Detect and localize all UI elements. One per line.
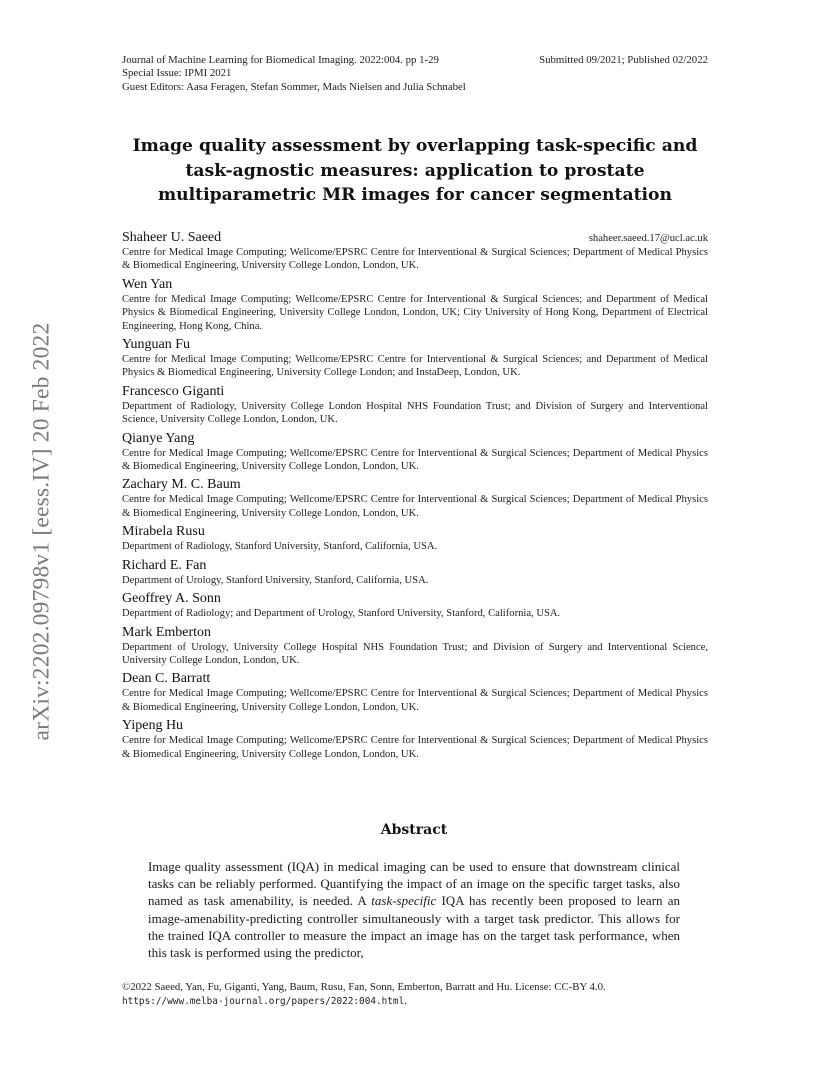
author-affiliation: Centre for Medical Image Computing; Wellcome/EPSRC Centre for Interventional & Surgical Sciences; Department of Medical Physics & Biomedical Engineering, University College London, London, UK. xyxy=(122,494,708,519)
guest-editors: Guest Editors: Aasa Feragen, Stefan Sommer, Mads Nielsen and Julia Schnabel xyxy=(122,80,466,93)
author-block xyxy=(122,717,708,761)
title-line-2: task-agnostic measures: application to prostate xyxy=(185,160,645,181)
author-affiliation: Department of Radiology; and Department of Urology, Stanford University, Stanford, California, USA. xyxy=(122,608,561,620)
author-name: Zachary M. C. Baum xyxy=(122,477,241,493)
author-name: Yipeng Hu xyxy=(122,718,184,734)
author-name: Richard E. Fan xyxy=(122,557,207,573)
author-block xyxy=(122,229,708,273)
url-period: . xyxy=(404,995,407,1007)
abstract-text-part-1: Image quality assessment (IQA) in medical imaging can be used to ensure that downstream clinical tasks can be reliably performed. Quantifying the impact of an image on the specific target tasks, also named as task amenability, is needed. A xyxy=(148,859,680,909)
author-affiliation: Centre for Medical Image Computing; Wellcome/EPSRC Centre for Interventional & Surgical Sciences; Department of Medical Physics & Biomedical Engineering, University College London, London, UK. xyxy=(122,447,708,473)
abstract-text-part-2: IQA has recently been proposed to learn an image-amenability-predicting controller simultaneously with a target task predictor. This allows for the trained IQA controller to measure the impact an image has on the target task performance, when this task is performed using the predictor, xyxy=(148,893,680,961)
author-affiliation: Centre for Medical Image Computing; Wellcome/EPSRC Centre for Interventional & Surgical Sciences; and Department of Medical Physics & Biomedical Engineering, University College London, London, UK; City University of Hong Kong, Department of Electrical Engineering, Hong Kong, China. xyxy=(122,293,708,332)
paper-url-link[interactable]: https://www.melba-journal.org/papers/2022:004.html xyxy=(122,996,405,1007)
arxiv-sidebar xyxy=(22,286,62,776)
author-affiliation: Department of Radiology, University College London Hospital NHS Foundation Trust; and Division of Surgery and Interventional Science, University College London, London, UK. xyxy=(122,400,708,426)
special-issue: Special Issue: IPMI 2021 xyxy=(122,67,232,80)
author-block xyxy=(122,383,708,427)
paper-title xyxy=(100,134,730,208)
author-block xyxy=(122,624,708,668)
author-name: Mirabela Rusu xyxy=(122,524,205,540)
abstract-text xyxy=(148,858,680,961)
arxiv-identifier: arXiv:2202.09798v1 [eess.IV] 20 Feb 2022 xyxy=(28,322,55,740)
abstract-heading: Abstract xyxy=(380,822,448,838)
author-name: Francesco Giganti xyxy=(122,383,225,399)
author-affiliation: Centre for Medical Image Computing; Wellcome/EPSRC Centre for Interventional & Surgical Sciences; and Department of Medical Physics & Biomedical Engineering, University College London; and InstaDeep, London, UK. xyxy=(122,354,708,379)
author-name: Qianye Yang xyxy=(122,430,195,446)
author-block xyxy=(122,590,708,620)
author-affiliation: Centre for Medical Image Computing; Wellcome/EPSRC Centre for Interventional & Surgical Sciences; Department of Medical Physics & Biomedical Engineering, University College London, London, UK. xyxy=(122,247,708,272)
author-list xyxy=(122,229,708,764)
author-affiliation: Department of Urology, University College Hospital NHS Foundation Trust; and Division of Surgery and Interventional Science, University College London, London, UK. xyxy=(122,641,708,666)
author-name: Dean C. Barratt xyxy=(122,671,211,687)
title-line-3: multiparametric MR images for cancer segmentation xyxy=(157,185,673,205)
abstract-emphasis: task-specific xyxy=(371,893,437,909)
author-affiliation: Department of Urology, Stanford University, Stanford, California, USA. xyxy=(122,574,429,586)
journal-header xyxy=(122,54,708,94)
author-block xyxy=(122,670,708,714)
author-block xyxy=(122,523,708,553)
author-email[interactable]: shaheer.saeed.17@ucl.ac.uk xyxy=(588,233,708,244)
author-block xyxy=(122,336,708,380)
journal-citation: Journal of Machine Learning for Biomedical Imaging. 2022:004. pp 1-29 xyxy=(122,54,439,66)
author-name: Shaheer U. Saeed xyxy=(122,230,222,245)
license-note: ©2022 Saeed, Yan, Fu, Giganti, Yang, Baum, Rusu, Fan, Sonn, Emberton, Barratt and Hu. License: CC-BY 4.0. xyxy=(122,981,606,993)
author-affiliation: Centre for Medical Image Computing; Wellcome/EPSRC Centre for Interventional & Surgical Sciences; Department of Medical Physics & Biomedical Engineering, University College London, London, UK. xyxy=(122,688,708,713)
author-affiliation: Department of Radiology, Stanford University, Stanford, California, USA. xyxy=(122,541,438,553)
author-block xyxy=(122,430,708,474)
author-name: Wen Yan xyxy=(122,276,173,292)
author-name: Mark Emberton xyxy=(122,624,212,640)
title-line-1: Image quality assessment by overlapping task-specific and xyxy=(132,136,698,156)
author-block xyxy=(122,476,708,520)
submission-dates: Submitted 09/2021; Published 02/2022 xyxy=(539,54,708,66)
author-block xyxy=(122,276,708,333)
author-name: Yunguan Fu xyxy=(122,337,191,353)
page-footer xyxy=(122,980,722,1009)
author-block xyxy=(122,557,708,587)
author-name: Geoffrey A. Sonn xyxy=(122,591,221,607)
author-affiliation: Centre for Medical Image Computing; Wellcome/EPSRC Centre for Interventional & Surgical Sciences; Department of Medical Physics & Biomedical Engineering, University College London, London, UK. xyxy=(122,735,708,760)
